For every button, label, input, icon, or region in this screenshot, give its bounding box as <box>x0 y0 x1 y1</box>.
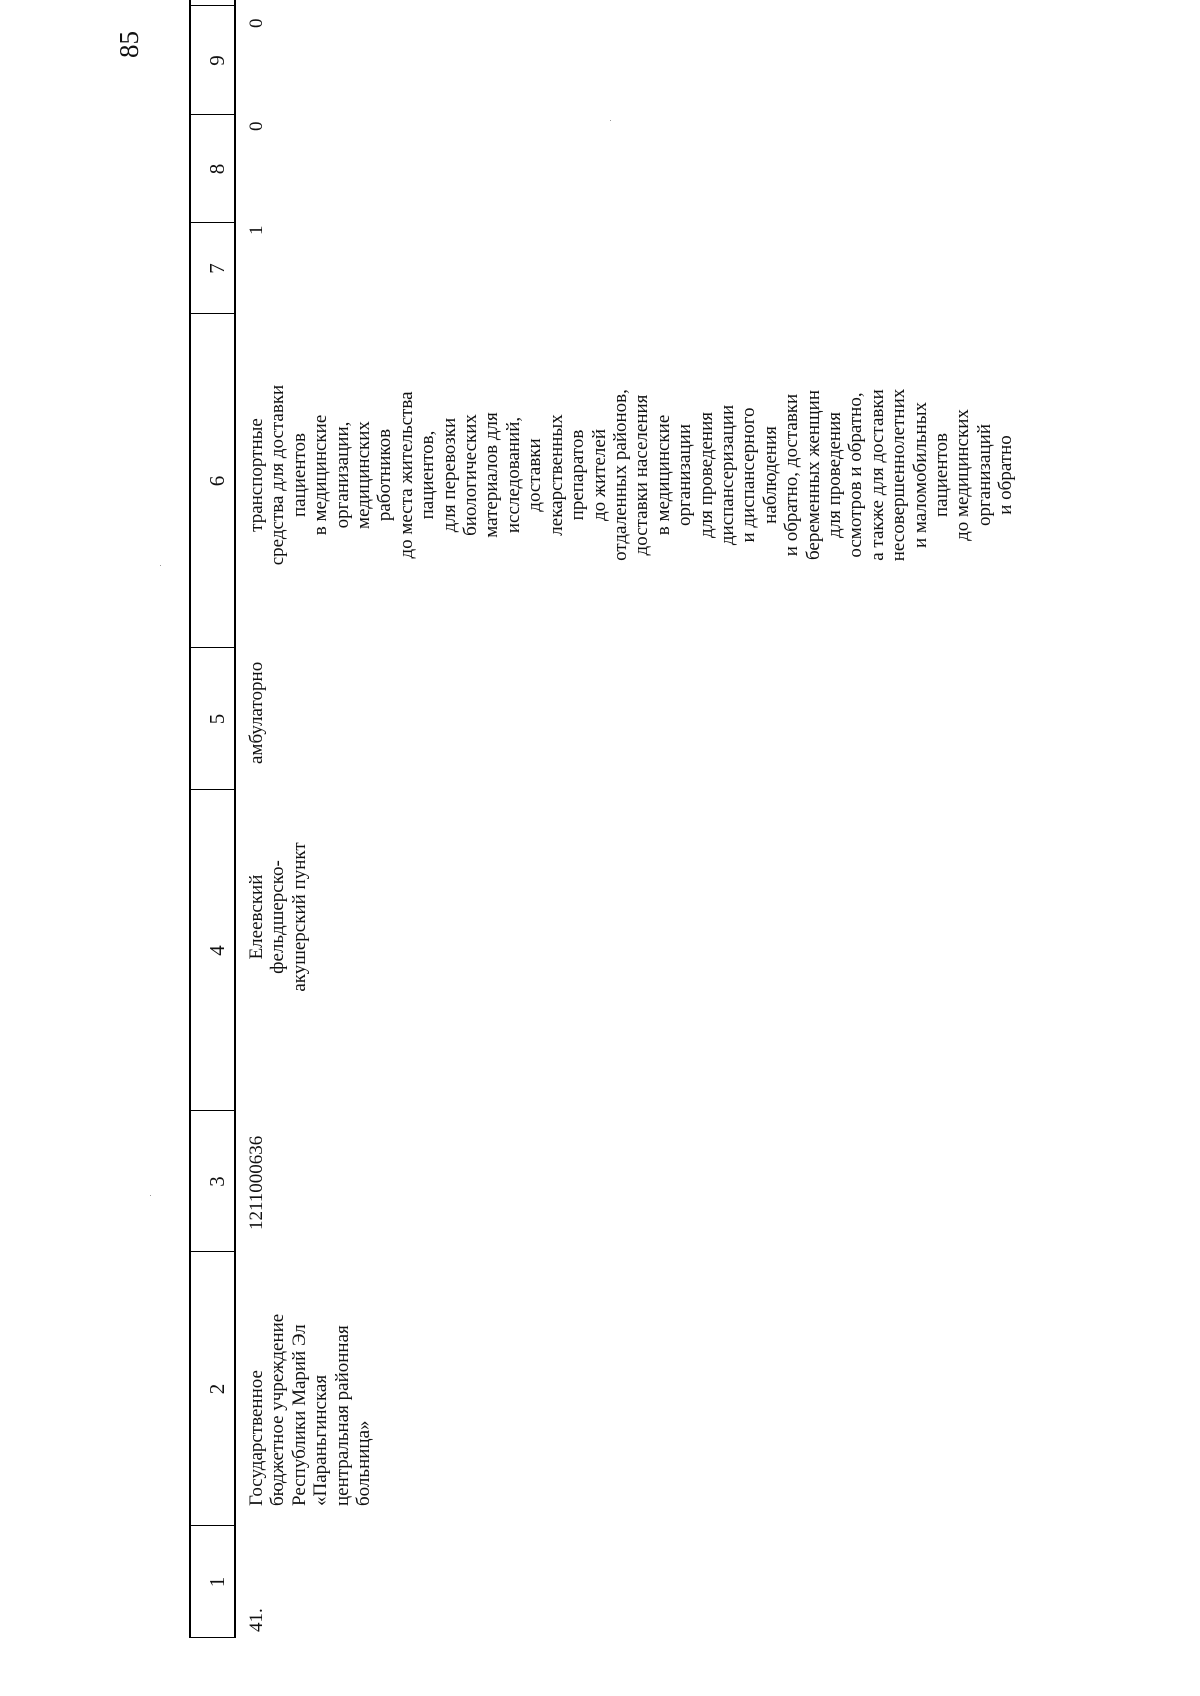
vehicle-purpose-line: и маломобильных <box>909 402 931 548</box>
vehicle-purpose <box>246 320 1017 630</box>
column-number: 1 <box>205 1576 229 1588</box>
vehicle-purpose-line: пациентов <box>288 432 310 518</box>
vehicle-purpose-line: диспансеризации <box>716 404 738 546</box>
vehicle-purpose-line: организаций <box>973 424 995 527</box>
organization-name-line: центральная районная <box>331 1325 353 1506</box>
vehicle-count: 1 <box>246 225 267 235</box>
organization-name-line: бюджетное учреждение <box>267 1313 289 1506</box>
unit-name <box>246 832 310 1002</box>
column-number: 9 <box>205 55 229 66</box>
vehicle-purpose-line: средства для доставки <box>267 384 289 566</box>
organization-name <box>246 1313 375 1506</box>
vehicle-purpose-line: для проведения <box>695 411 717 539</box>
vehicle-purpose-line: и обратно <box>995 435 1017 515</box>
column-number: 8 <box>205 163 229 175</box>
vehicle-purpose-line: несовершеннолетних <box>888 388 910 562</box>
vehicle-purpose-line: исследований, <box>502 416 524 534</box>
vehicle-purpose-line: наблюдения <box>759 426 781 524</box>
scan-speck <box>150 1195 151 1196</box>
column-number: 7 <box>205 263 229 274</box>
vehicle-purpose-line: биологических <box>460 414 482 536</box>
organization-name-line: больница» <box>353 1420 375 1506</box>
unit-name-line: акушерский пункт <box>288 842 310 992</box>
organization-name-line: Республики Марий Эл <box>288 1324 310 1506</box>
vehicle-purpose-line: в медицинские <box>310 414 332 536</box>
vehicle-purpose-line: материалов для <box>481 412 503 538</box>
vehicle-purpose-line: и обратно, доставки <box>781 393 803 557</box>
vehicle-purpose-line: и диспансерного <box>738 407 760 543</box>
count-column-8: 0 <box>246 121 267 131</box>
vehicle-purpose-line: медицинских <box>353 421 375 529</box>
vehicle-purpose-line: транспортные <box>246 418 267 532</box>
count-column-9: 0 <box>246 18 267 28</box>
vehicle-purpose-line: доставки населения <box>631 394 653 556</box>
vehicle-purpose-line: организации <box>674 424 696 527</box>
column-number: 2 <box>205 1383 229 1395</box>
organization-code: 1211000636 <box>246 1135 267 1230</box>
care-conditions: амбулаторно <box>246 661 267 764</box>
unit-name-line: Елеевский <box>246 874 267 960</box>
vehicle-purpose-line: до медицинских <box>952 409 974 541</box>
vehicle-purpose-line: доставки <box>524 438 546 512</box>
vehicle-purpose-line: а также для доставки <box>866 389 888 561</box>
vehicle-purpose-line: для проведения <box>823 411 845 539</box>
vehicle-purpose-line: до места жительства <box>395 391 417 559</box>
column-number: 3 <box>205 1176 229 1187</box>
column-number: 5 <box>205 713 229 725</box>
vehicle-purpose-line: для перевозки <box>438 417 460 533</box>
unit-name-line: фельдшерско- <box>267 860 289 974</box>
column-number: 6 <box>205 475 229 487</box>
row-number: 41. <box>246 1608 267 1632</box>
vehicle-purpose-line: в медицинские <box>652 414 674 536</box>
organization-name-line: «Параньгинская <box>310 1374 332 1506</box>
page-number: 85 <box>114 31 144 58</box>
vehicle-purpose-line: препаратов <box>567 429 589 521</box>
vehicle-purpose-line: пациентов, <box>417 430 439 520</box>
column-number: 4 <box>205 945 229 956</box>
organization-name-line: Государственное <box>246 1370 267 1506</box>
vehicle-purpose-line: отдаленных районов, <box>609 389 631 561</box>
header-bottom-rule <box>234 0 236 1638</box>
vehicle-purpose-line: до жителей <box>588 428 610 522</box>
vehicle-purpose-line: организации, <box>331 421 353 529</box>
vehicle-purpose-line: работников <box>374 428 396 522</box>
vehicle-purpose-line: осмотров и обратно, <box>845 392 867 558</box>
scan-speck <box>160 565 161 566</box>
table-top-rule <box>189 0 191 1638</box>
vehicle-purpose-line: беременных женщин <box>802 389 824 561</box>
scan-speck <box>610 120 611 121</box>
vehicle-purpose-line: пациентов <box>931 432 952 518</box>
vehicle-purpose-line: лекарственных <box>545 414 567 536</box>
column-number <box>202 0 232 6</box>
